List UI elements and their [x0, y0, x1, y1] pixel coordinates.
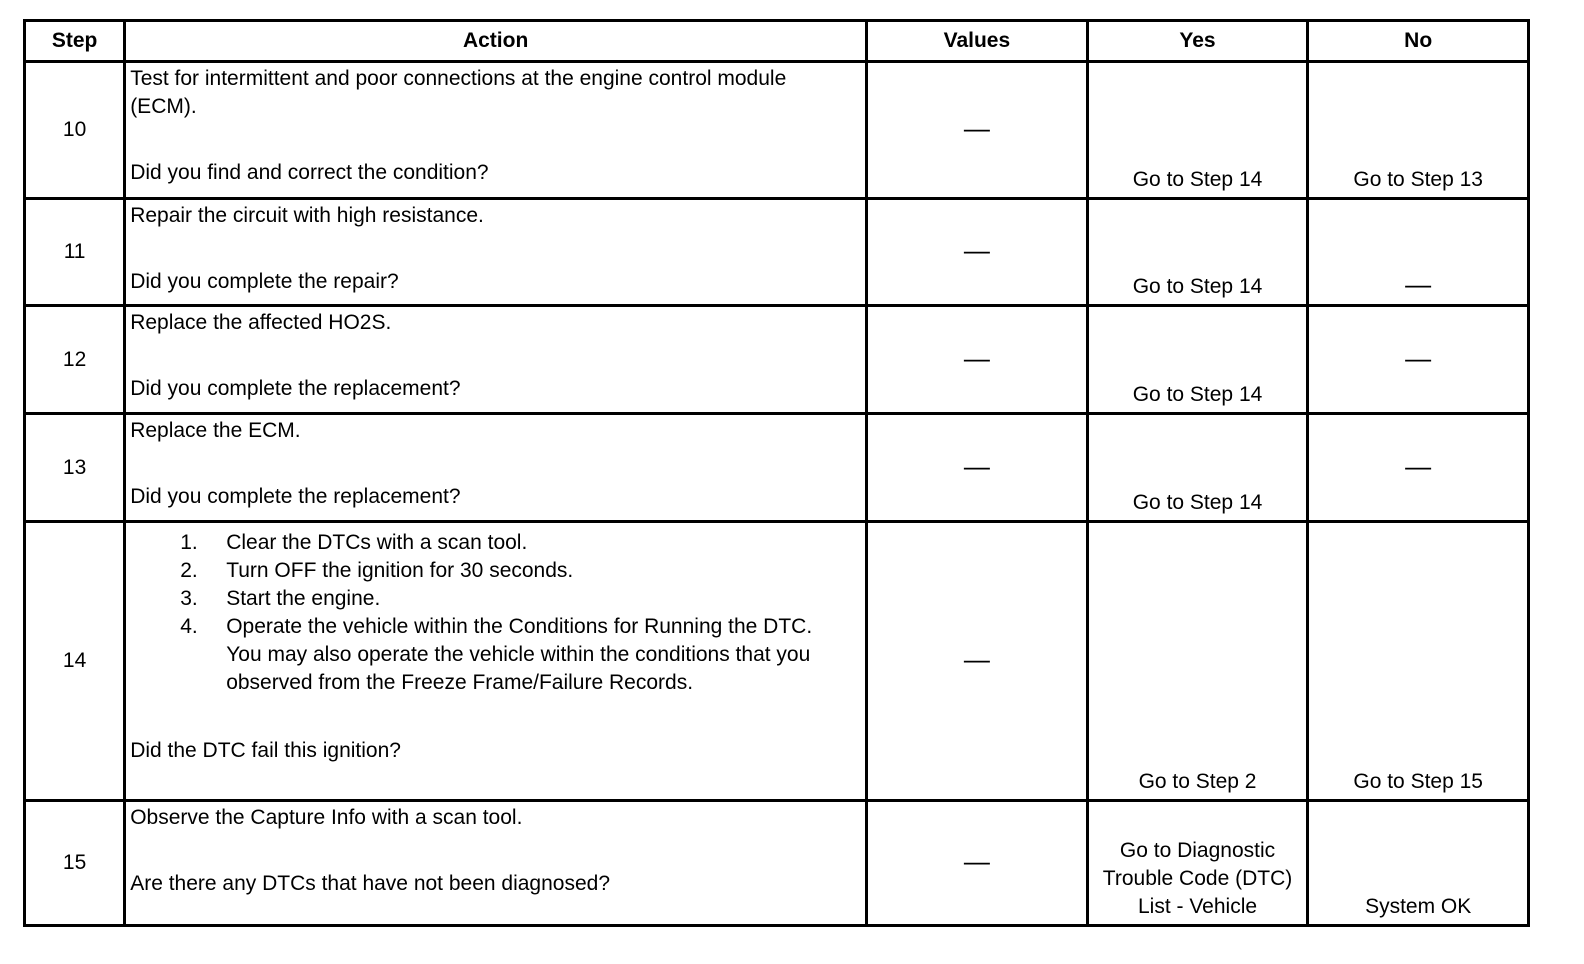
table-row: [25, 62, 1529, 199]
step-number: 15: [25, 801, 125, 926]
action-cell: [125, 522, 867, 801]
yes-cell: Go to Step 14: [1087, 62, 1308, 199]
list-item: 4. Operate the vehicle within the Conditions for Running the DTC. You may also operate the vehicle within the conditions that you observed from the Freeze Frame/Failure Records.: [180, 615, 813, 694]
step-number: 13: [25, 414, 125, 522]
action-text: Replace the ECM.: [130, 419, 301, 442]
action-question: Did you find and correct the condition?: [130, 161, 489, 184]
action-text: Observe the Capture Info with a scan tool.: [130, 806, 523, 829]
action-text: Repair the circuit with high resistance.: [130, 204, 484, 227]
header-action: Action: [125, 21, 867, 62]
action-question: Did you complete the replacement?: [130, 485, 461, 508]
yes-cell: Go to Diagnostic Trouble Code (DTC) List - Vehicle: [1087, 801, 1308, 926]
action-text: Replace the affected HO2S.: [130, 311, 392, 334]
header-row: [25, 21, 1529, 62]
values-cell: —: [867, 199, 1088, 306]
yes-cell: Go to Step 14: [1087, 199, 1308, 306]
action-cell: [125, 306, 867, 414]
values-cell: —: [867, 306, 1088, 414]
table-row: [25, 306, 1529, 414]
list-item: 2. Turn OFF the ignition for 30 seconds.: [180, 559, 574, 582]
no-cell: Go to Step 15: [1308, 522, 1529, 801]
diagnostic-table: [23, 19, 1530, 927]
action-question: Did you complete the repair?: [130, 270, 399, 293]
header-step: Step: [25, 21, 125, 62]
action-question: Did the DTC fail this ignition?: [130, 739, 401, 762]
table-row: [25, 522, 1529, 801]
values-cell: —: [867, 62, 1088, 199]
no-cell: —: [1308, 199, 1529, 306]
action-cell: [125, 414, 867, 522]
table-row: [25, 414, 1529, 522]
values-cell: —: [867, 522, 1088, 801]
no-cell: —: [1308, 306, 1529, 414]
yes-cell: Go to Step 14: [1087, 414, 1308, 522]
header-yes: Yes: [1087, 21, 1308, 62]
action-question: Are there any DTCs that have not been diagnosed?: [130, 872, 610, 895]
list-item: 1. Clear the DTCs with a scan tool.: [180, 531, 528, 554]
step-number: 12: [25, 306, 125, 414]
table-row: [25, 199, 1529, 306]
yes-cell: Go to Step 2: [1087, 522, 1308, 801]
table-row: [25, 801, 1529, 926]
header-no: No: [1308, 21, 1529, 62]
no-cell: Go to Step 13: [1308, 62, 1529, 199]
yes-cell: Go to Step 14: [1087, 306, 1308, 414]
step-number: 10: [25, 62, 125, 199]
no-cell: System OK: [1308, 801, 1529, 926]
action-cell: [125, 801, 867, 926]
procedure-list: [130, 529, 861, 697]
step-number: 11: [25, 199, 125, 306]
header-values: Values: [867, 21, 1088, 62]
action-cell: [125, 62, 867, 199]
action-cell: [125, 199, 867, 306]
values-cell: —: [867, 801, 1088, 926]
step-number: 14: [25, 522, 125, 801]
list-item: 3. Start the engine.: [180, 587, 381, 610]
action-text: Test for intermittent and poor connections at the engine control module (ECM).: [130, 67, 787, 118]
no-cell: —: [1308, 414, 1529, 522]
values-cell: —: [867, 414, 1088, 522]
action-question: Did you complete the replacement?: [130, 377, 461, 400]
